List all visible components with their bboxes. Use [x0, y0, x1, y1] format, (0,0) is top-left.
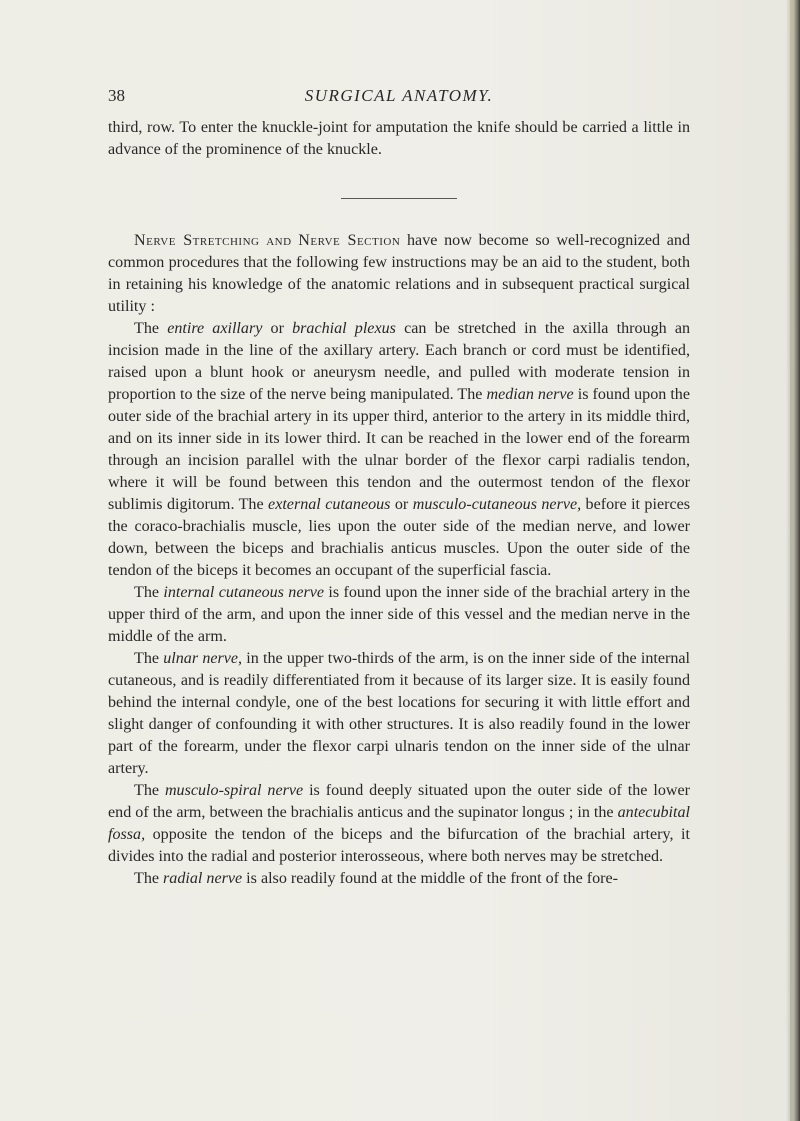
section-term-nerve-stretching: Nerve Stretching: [134, 232, 260, 249]
paragraph-text: opposite the tendon of the biceps and the bifurcation of the brachial artery, it divides into the radial and posterior interosseous, where both nerves may be stretched.: [108, 826, 690, 865]
term-musculo-spiral-nerve: musculo-spiral nerve: [164, 782, 304, 799]
paragraph-text: The: [134, 584, 164, 601]
paragraph-musculo-spiral: [108, 780, 690, 868]
paragraph-nerve-stretching: [108, 230, 690, 318]
page-header: [108, 86, 690, 110]
paragraph-text: is found deeply situated upon the outer side of the lower end of the arm, between the brachialis anticus and the supinator longus ; in the: [108, 782, 690, 821]
paragraph-text: The: [134, 320, 168, 337]
paragraph-text: in the upper two-thirds of the arm, is on the inner side of the internal cutaneous, and is readily differentiated from it because of its larger size. It is easily found behind the internal condyle, one of the best locations for securing it with little effort and slight danger of confounding it with other structures. It is also readily found in the lower part of the forearm, under the flexor carpi ulnaris tendon on the inner side of the ulnar artery.: [108, 650, 690, 777]
paragraph-internal-cutaneous: [108, 582, 690, 648]
paragraph-text: before it pierces the coraco-brachialis muscle, lies upon the outer side of the median nerve, and lower down, between the biceps and brachialis anticus muscles. Upon the outer side of the tendon of the biceps it becomes an occupant of the superficial fascia.: [108, 496, 691, 579]
intro-text: [108, 117, 690, 161]
term-radial-nerve: radial nerve: [163, 870, 243, 887]
page-edge-shadow: [786, 0, 800, 1121]
paragraph-axillary-plexus: [108, 318, 690, 582]
body-text: [108, 230, 690, 890]
page-number: 38: [108, 86, 125, 105]
paragraph-text: or: [262, 320, 293, 337]
paragraph-text: is found upon the inner side of the brachial artery in the upper third of the arm, and upon the inner side of this vessel and the median nerve in the middle of the arm.: [108, 584, 690, 645]
term-musculo-cutaneous-nerve: musculo-cutaneous nerve,: [412, 496, 582, 513]
paragraph-text: or: [390, 496, 413, 513]
term-median-nerve: median nerve: [486, 386, 574, 403]
term-entire-axillary: entire axillary: [167, 320, 263, 337]
term-external-cutaneous: external cutaneous: [268, 496, 391, 513]
section-term-nerve-section: Nerve Section: [298, 232, 401, 249]
paragraph-text: have now become so well-recognized and common procedures that the following few instructions may be an aid to the student, both in retaining his knowledge of the anatomic relations and in subsequent practical surgical utility :: [108, 232, 691, 315]
running-head: SURGICAL ANATOMY.: [304, 86, 494, 105]
term-ulnar-nerve: ulnar nerve,: [163, 650, 243, 667]
term-internal-cutaneous-nerve: internal cutaneous nerve: [163, 584, 325, 601]
paragraph-text: The: [134, 650, 164, 667]
paragraph-text: can be stretched in the axilla through an incision made in the line of the axillary artery. Each branch or cord must be identified, raised upon a blunt hook or aneurysm needle, and pulled with moderate tension in proportion to the size of the nerve being manipulated. The: [108, 320, 691, 403]
intro-paragraph: third, row. To enter the knuckle-joint for amputation the knife should be carried a little in advance of the prominence of the knuckle.: [108, 119, 690, 158]
paragraph-text: is found upon the outer side of the brachial artery in its upper third, anterior to the artery in its middle third, and on its inner side in its lower third. It can be reached in the lower end of the forearm through an incision parallel with the ulnar border of the flexor carpi radialis tendon, where it will be found between this tendon and the outermost tendon of the flexor sublimis digitorum. The: [108, 386, 690, 513]
paragraph-radial-nerve: [108, 868, 690, 890]
section-divider-rule: [341, 198, 457, 199]
term-antecubital-fossa: antecubital fossa,: [108, 804, 690, 843]
section-term-and: and: [266, 232, 292, 249]
paragraph-ulnar-nerve: [108, 648, 690, 780]
paragraph-text: The: [134, 782, 165, 799]
paragraph-text: The: [134, 870, 164, 887]
term-brachial-plexus: brachial plexus: [292, 320, 396, 337]
paragraph-text: is also readily found at the middle of the front of the fore-: [242, 870, 619, 887]
